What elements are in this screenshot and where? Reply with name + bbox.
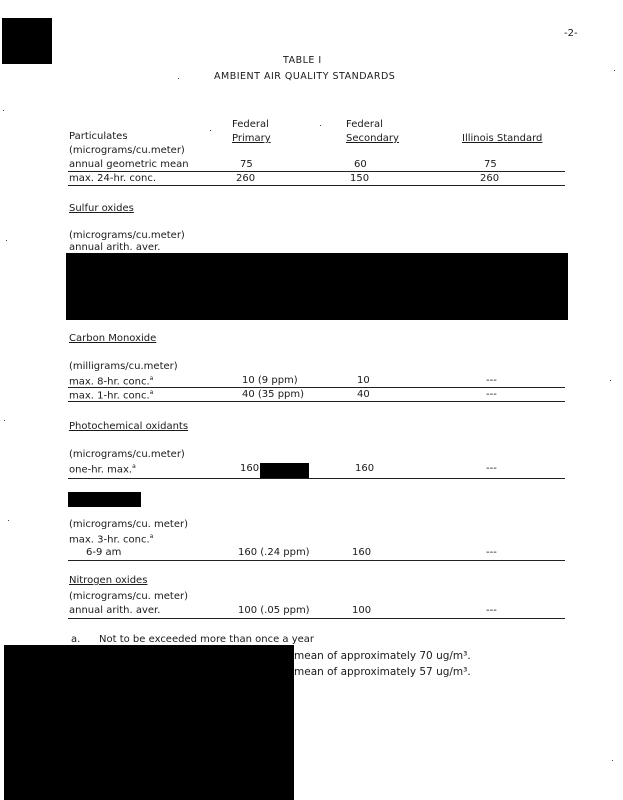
redaction-block-top-left	[2, 18, 52, 64]
header-federal-secondary-1: Federal	[346, 119, 383, 130]
hydrocarbons-row-label	[69, 533, 153, 545]
particulates-row-2-primary: 260	[236, 173, 256, 184]
nitrogen-row-secondary: 100	[352, 605, 372, 616]
scan-speck	[610, 380, 611, 381]
carbon-row-1-label	[69, 375, 153, 387]
hydrocarbons-units: (micrograms/cu. meter)	[69, 519, 189, 530]
particulates-row-2-label: max. 24-hr. conc.	[69, 173, 156, 184]
photochemical-row-rule	[68, 478, 565, 479]
nitrogen-row-illinois: ---	[486, 605, 497, 616]
table-title-number: TABLE I	[283, 55, 322, 66]
hydrocarbons-row-time: 6-9 am	[86, 547, 122, 558]
footnote-fragment-2: mean of approximately 57 ug/m³.	[294, 666, 471, 678]
photochemical-row-label	[69, 463, 136, 475]
carbon-row-1-primary: 10 (9 ppm)	[242, 375, 298, 386]
carbon-row-2-secondary: 40	[357, 389, 370, 400]
sulfur-units: (micrograms/cu.meter)	[69, 230, 185, 241]
header-federal-primary-1: Federal	[232, 119, 269, 130]
redaction-block-hydrocarbon-heading	[68, 492, 141, 507]
footnote-a-text: Not to be exceeded more than once a year	[99, 634, 315, 645]
table-title: AMBIENT AIR QUALITY STANDARDS	[214, 71, 396, 82]
photochemical-units: (micrograms/cu.meter)	[69, 449, 185, 460]
carbon-row-2-rule	[68, 401, 565, 402]
header-illinois-standard: Illinois Standard	[462, 133, 543, 144]
particulates-row-1-primary: 75	[240, 159, 253, 170]
scan-speck	[210, 130, 211, 131]
page-number: -2-	[564, 28, 578, 39]
hydrocarbons-row-illinois: ---	[486, 547, 497, 558]
nitrogen-units: (micrograms/cu. meter)	[69, 591, 189, 602]
nitrogen-row-rule	[68, 618, 565, 619]
photochemical-row-label-text: one-hr. max.	[69, 464, 133, 476]
redaction-block-footnotes	[4, 645, 294, 800]
footnote-a-ref: a	[149, 375, 154, 382]
scan-speck	[3, 110, 4, 111]
nitrogen-row-primary: 100 (.05 ppm)	[238, 605, 310, 616]
photochemical-row-secondary: 160	[355, 463, 375, 474]
sulfur-row-label: annual arith. aver.	[69, 242, 161, 253]
footnote-a-marker: a.	[71, 634, 81, 645]
hydrocarbons-row-label-text: max. 3-hr. conc.	[69, 534, 150, 546]
header-federal-secondary-2: Secondary	[346, 133, 399, 144]
hydrocarbons-row-secondary: 160	[352, 547, 372, 558]
carbon-heading: Carbon Monoxide	[69, 333, 157, 344]
redaction-block-sulfur-data	[66, 253, 568, 320]
particulates-row-1-secondary: 60	[354, 159, 367, 170]
scan-speck	[8, 520, 9, 521]
carbon-row-1-secondary: 10	[357, 375, 370, 386]
particulates-row-1-illinois: 75	[484, 159, 497, 170]
scan-speck	[320, 125, 321, 126]
photochemical-row-primary: 160	[240, 463, 260, 474]
scan-speck	[612, 760, 613, 761]
redaction-block-oxidants-value	[260, 463, 309, 479]
footnote-fragment-1: mean of approximately 70 ug/m³.	[294, 650, 471, 662]
header-federal-primary-2: Primary	[232, 133, 271, 144]
photochemical-row-illinois: ---	[486, 463, 497, 474]
carbon-row-2-primary: 40 (35 ppm)	[242, 389, 305, 400]
scan-speck	[4, 420, 5, 421]
carbon-row-1-illinois: ---	[486, 375, 497, 386]
scan-speck	[614, 70, 615, 71]
nitrogen-row-label: annual arith. aver.	[69, 605, 161, 616]
footnote-a-ref: a	[132, 463, 136, 470]
carbon-row-2-illinois: ---	[486, 389, 497, 400]
nitrogen-heading: Nitrogen oxides	[69, 575, 148, 586]
carbon-row-1-rule	[68, 387, 565, 388]
footnote-a-ref: a	[149, 389, 154, 396]
scan-speck	[178, 78, 179, 79]
hydrocarbons-row-primary: 160 (.24 ppm)	[238, 547, 310, 558]
particulates-heading: Particulates	[69, 131, 128, 142]
photochemical-heading: Photochemical oxidants	[69, 421, 189, 432]
footnote-a-ref: a	[149, 533, 154, 540]
carbon-units: (milligrams/cu.meter)	[69, 361, 178, 372]
carbon-row-1-label-text: max. 8-hr. conc.	[69, 376, 150, 388]
sulfur-heading: Sulfur oxides	[69, 203, 134, 214]
hydrocarbons-row-rule	[68, 560, 565, 561]
particulates-row-1-rule	[68, 171, 565, 172]
scan-speck	[6, 240, 7, 241]
particulates-row-2-secondary: 150	[350, 173, 370, 184]
carbon-row-2-label-text: max. 1-hr. conc.	[69, 390, 150, 402]
carbon-row-2-label	[69, 389, 153, 401]
particulates-row-1-label: annual geometric mean	[69, 159, 189, 170]
particulates-row-2-illinois: 260	[480, 173, 500, 184]
particulates-row-2-rule	[68, 185, 565, 186]
particulates-units: (micrograms/cu.meter)	[69, 145, 185, 156]
